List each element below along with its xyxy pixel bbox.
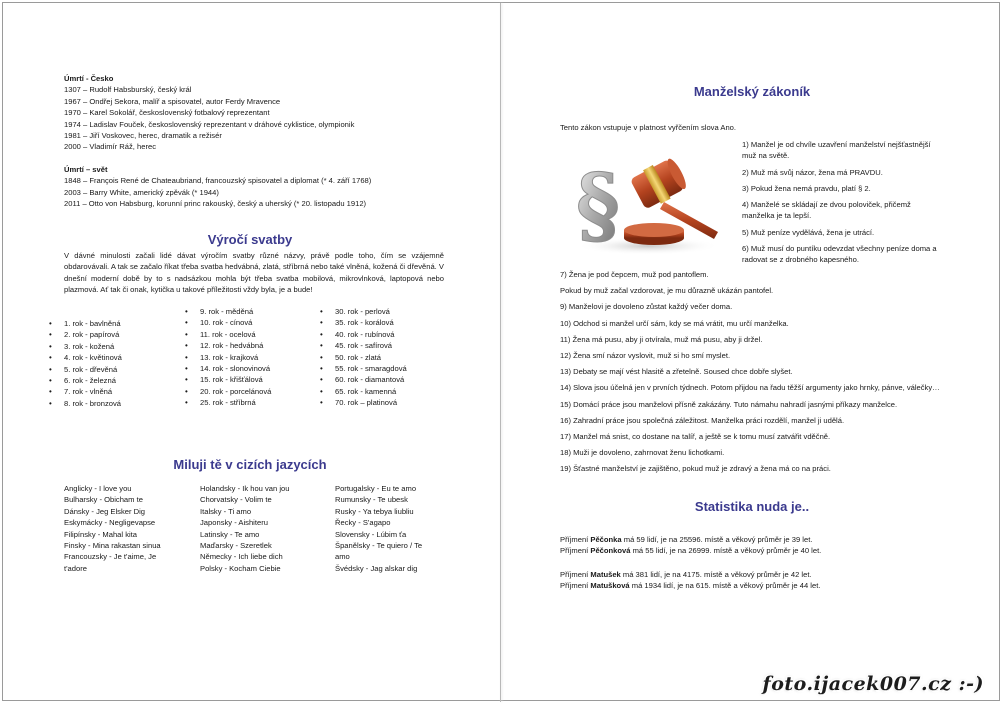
law-item: 2) Muž má svůj názor, žena má PRAVDU. <box>742 167 883 177</box>
svg-text:§: § <box>576 155 620 254</box>
love-column-1 <box>64 483 161 574</box>
law-title: Manželský zákoník <box>693 84 811 99</box>
list-item: Chorvatsky - Volim te <box>200 495 272 505</box>
list-item: 1848 – François René de Chateaubriand, francouzský spisovatel a diplomat (* 4. září 1768) <box>64 176 372 186</box>
list-item: 1967 – Ondřej Sekora, malíř a spisovatel, autor Ferdy Mravence <box>64 96 281 106</box>
list-item: 1974 – Ladislav Fouček, československý reprezentant v dráhové cyklistice, olympionik <box>64 119 355 129</box>
law-item: 12) Žena smí názor vyslovit, muž si ho smí myslet. <box>560 351 731 361</box>
stats-row: Příjmení Matušek má 381 lidí, je na 4175. místě a věkový průměr je 42 let. <box>560 570 812 579</box>
page-divider <box>500 3 501 702</box>
law-item: 9) Manželovi je dovoleno zůstat každý večer doma. <box>560 302 733 312</box>
list-item: Anglicky - I love you <box>64 484 132 493</box>
list-item: • 10. rok - cínová <box>200 317 271 328</box>
list-item: • 3. rok - kožená <box>64 341 122 352</box>
list-item: • 25. rok - stříbrná <box>200 397 271 408</box>
law-item: 19) Šťastné manželství je zajištěno, pokud muž je zdravý a žena má co na práci. <box>560 464 831 474</box>
law-item: 18) Muži je dovoleno, zahrnovat ženu lichotkami. <box>560 448 725 458</box>
law-item: 11) Žena má pusu, aby ji otvírala, muž má pusu, aby ji držel. <box>560 334 763 344</box>
law-item: 5) Muž peníze vydělává, žena je utrácí. <box>742 227 875 237</box>
list-item: • 7. rok - vlněná <box>64 386 122 397</box>
stats-group-1 <box>560 534 960 557</box>
law-item: 7) Žena je pod čepcem, muž pod pantoflem. <box>560 270 709 279</box>
deaths-cz-heading: Úmrtí - Česko <box>64 74 114 83</box>
list-item: 2003 – Barry White, americký zpěvák (* 1944) <box>64 187 219 197</box>
list-item: Italsky - Ti amo <box>200 506 252 516</box>
list-item: Bulharsky - Obicham te <box>64 495 143 505</box>
stats-row: Příjmení Pěčonková má 55 lidí, je na 26999. místě a věkový průměr je 40 let. <box>560 546 822 556</box>
love-title: Miluji tě v cizích jazycích <box>173 457 327 472</box>
list-item: Filipínsky - Mahal kita <box>64 529 138 539</box>
list-item: • 20. rok - porcelánová <box>200 386 271 397</box>
list-item: 2011 – Otto von Habsburg, korunní princ rakouský, český a uherský (* 20. listopadu 1912) <box>64 199 367 209</box>
stats-row: Příjmení Pěčonka má 59 lidí, je na 25596. místě a věkový průměr je 39 let. <box>560 535 813 544</box>
surname: Matušková <box>590 581 630 591</box>
list-item: Rumunsky - Te ubesk <box>335 495 408 505</box>
list-item: Latinsky - Te amo <box>200 529 260 539</box>
law-item: Pokud by muž začal vzdorovat, je mu důrazně ukázán pantofel. <box>560 286 774 296</box>
law-item: 4) Manželé se skládají ze dvou poloviček, přičemž manželka je ta lepší. <box>742 200 911 221</box>
list-item: • 12. rok - hedvábná <box>200 340 271 351</box>
stats-group-2 <box>560 569 960 592</box>
list-item: Portugalsky - Eu te amo <box>335 484 417 493</box>
list-item: • 11. rok - ocelová <box>200 329 271 340</box>
list-item: 1307 – Rudolf Habsburský, český král <box>64 85 192 95</box>
list-item: 1970 – Karel Sokolář, československý fotbalový reprezentant <box>64 108 270 118</box>
list-item: Polsky - Kocham Ciebie <box>200 563 281 573</box>
law-item: 16) Zahradní práce jsou společná záležitost. Manželka práci rozdělí, manžel ji udělá. <box>560 415 845 425</box>
law-item: 1) Manžel je od chvíle uzavření manželství nejšťastnější muž na světě. <box>742 140 931 161</box>
list-item: • 40. rok - rubínová <box>335 329 407 340</box>
gavel-illustration <box>568 146 728 258</box>
law-intro: Tento zákon vstupuje v platnost vyřčením slova Ano. <box>560 123 737 132</box>
list-item: Španělsky - Te quiero / Te <box>335 541 423 551</box>
list-item: • 5. rok - dřevěná <box>64 364 122 375</box>
anniversaries-column-1 <box>64 318 122 409</box>
left-page <box>0 0 500 705</box>
list-item: 1981 – Jiří Voskovec, herec, dramatik a režisér <box>64 131 222 141</box>
list-item: • 6. rok - železná <box>64 375 122 386</box>
anniversaries-column-2 <box>200 306 271 409</box>
list-item: Finsky - Mina rakastan sinua <box>64 541 161 551</box>
list-item: • 15. rok - křišťálová <box>200 374 271 385</box>
list-item: • 9. rok - měděná <box>200 306 271 317</box>
list-item: • 65. rok - kamenná <box>335 386 407 397</box>
list-item: • 60. rok - diamantová <box>335 374 407 385</box>
list-item: Rusky - Ya tebya liubliu <box>335 506 414 516</box>
anniversaries-title: Výročí svatby <box>207 232 293 247</box>
list-item: Holandsky - Ik hou van jou <box>200 484 290 493</box>
anniversaries-paragraph: V dávné minulosti začali lidé dávat výročím svatby různé názvy, právě podle toho, čím se vzájemně obdarovávali. A tak se začalo říkat třeba svatba hedvábná, zlatá, stříbrná nebo také vlněná, kožená či dřevěná. V dnešní moderní době by to s nadsázkou mohla být třeba svatba mobilová, mikrovlnková, laptopová nebo plazmová. Ať tak či onak, kytička u takové příležitosti vždy byla, je a bude! <box>64 251 444 295</box>
love-column-3 <box>335 483 422 574</box>
deaths-world-heading: Úmrtí – svět <box>64 165 108 174</box>
law-item: 14) Slova jsou účelná jen v prvních týdnech. Potom přijdou na řadu těžší argumenty jako hrnky, pánve, válečky… <box>560 383 940 393</box>
list-item: • 70. rok – platinová <box>335 397 407 408</box>
list-item: Německy - Ich liebe dich <box>200 552 283 562</box>
law-item: 15) Domácí práce jsou manželovi přísně zakázány. Tuto námahu nahradí jasnými příkazy manželce. <box>560 399 898 409</box>
law-item: 10) Odchod si manžel určí sám, kdy se má vrátit, mu určí manželka. <box>560 318 789 328</box>
list-item: • 50. rok - zlatá <box>335 352 407 363</box>
list-item: • 8. rok - bronzová <box>64 398 122 409</box>
stats-row: Příjmení Matušková má 1934 lidí, je na 615. místě a věkový průměr je 44 let. <box>560 581 821 591</box>
list-item: • 45. rok - safírová <box>335 340 407 351</box>
watermark-text: foto.ijacek007.cz :-) <box>762 673 984 695</box>
list-item: • 30. rok - perlová <box>335 306 407 317</box>
law-items-top <box>742 139 942 270</box>
list-item: Švédsky - Jag alskar dig <box>335 563 418 573</box>
surname: Pěčonka <box>590 535 622 544</box>
list-item: • 2. rok - papírová <box>64 329 122 340</box>
surname: Pěčonková <box>590 546 631 556</box>
list-item: • 4. rok - květinová <box>64 352 122 363</box>
list-item: t'adore <box>64 563 87 573</box>
list-item: Dánsky - Jeg Elsker Dig <box>64 506 146 516</box>
law-item: 3) Pokud žena nemá pravdu, platí § 2. <box>742 183 871 193</box>
deaths-world-section <box>64 164 484 210</box>
law-item: 13) Debaty se mají vést hlasitě a zřetelně. Soused chce dobře slyšet. <box>560 367 793 377</box>
list-item: Slovensky - Lúbim ťa <box>335 529 407 539</box>
right-page <box>502 0 1002 705</box>
deaths-cz-section <box>64 73 484 153</box>
list-item: Japonsky - Aishiteru <box>200 518 268 528</box>
gavel-paragraph-icon <box>568 146 728 258</box>
law-item: 6) Muž musí do puntíku odevzdat všechny peníze doma a radovat se z drobného kapesného. <box>742 243 937 265</box>
list-item: • 35. rok - korálová <box>335 317 407 328</box>
list-item: amo <box>335 552 350 562</box>
list-item: • 14. rok - slonovinová <box>200 363 271 374</box>
surname: Matušek <box>590 570 621 579</box>
list-item: Eskymácky - Negligevapse <box>64 518 156 528</box>
law-item: 17) Manžel má snist, co dostane na talíř, a ještě se k tomu musí zatvářit vděčně. <box>560 432 831 442</box>
list-item: Francouzsky - Je t'aime, Je <box>64 552 157 562</box>
anniversaries-column-3 <box>335 306 407 409</box>
list-item: • 1. rok - bavlněná <box>64 318 122 329</box>
stats-title: Statistika nuda je.. <box>694 499 810 514</box>
love-column-2 <box>200 483 290 574</box>
list-item: Maďarsky - Szeretlek <box>200 541 272 551</box>
law-items-bottom <box>560 269 960 480</box>
list-item: 2000 – Vladimír Ráž, herec <box>64 142 157 152</box>
list-item: • 13. rok - krajková <box>200 352 271 363</box>
list-item: • 55. rok - smaragdová <box>335 363 407 374</box>
list-item: Řecky - S'agapo <box>335 518 391 528</box>
